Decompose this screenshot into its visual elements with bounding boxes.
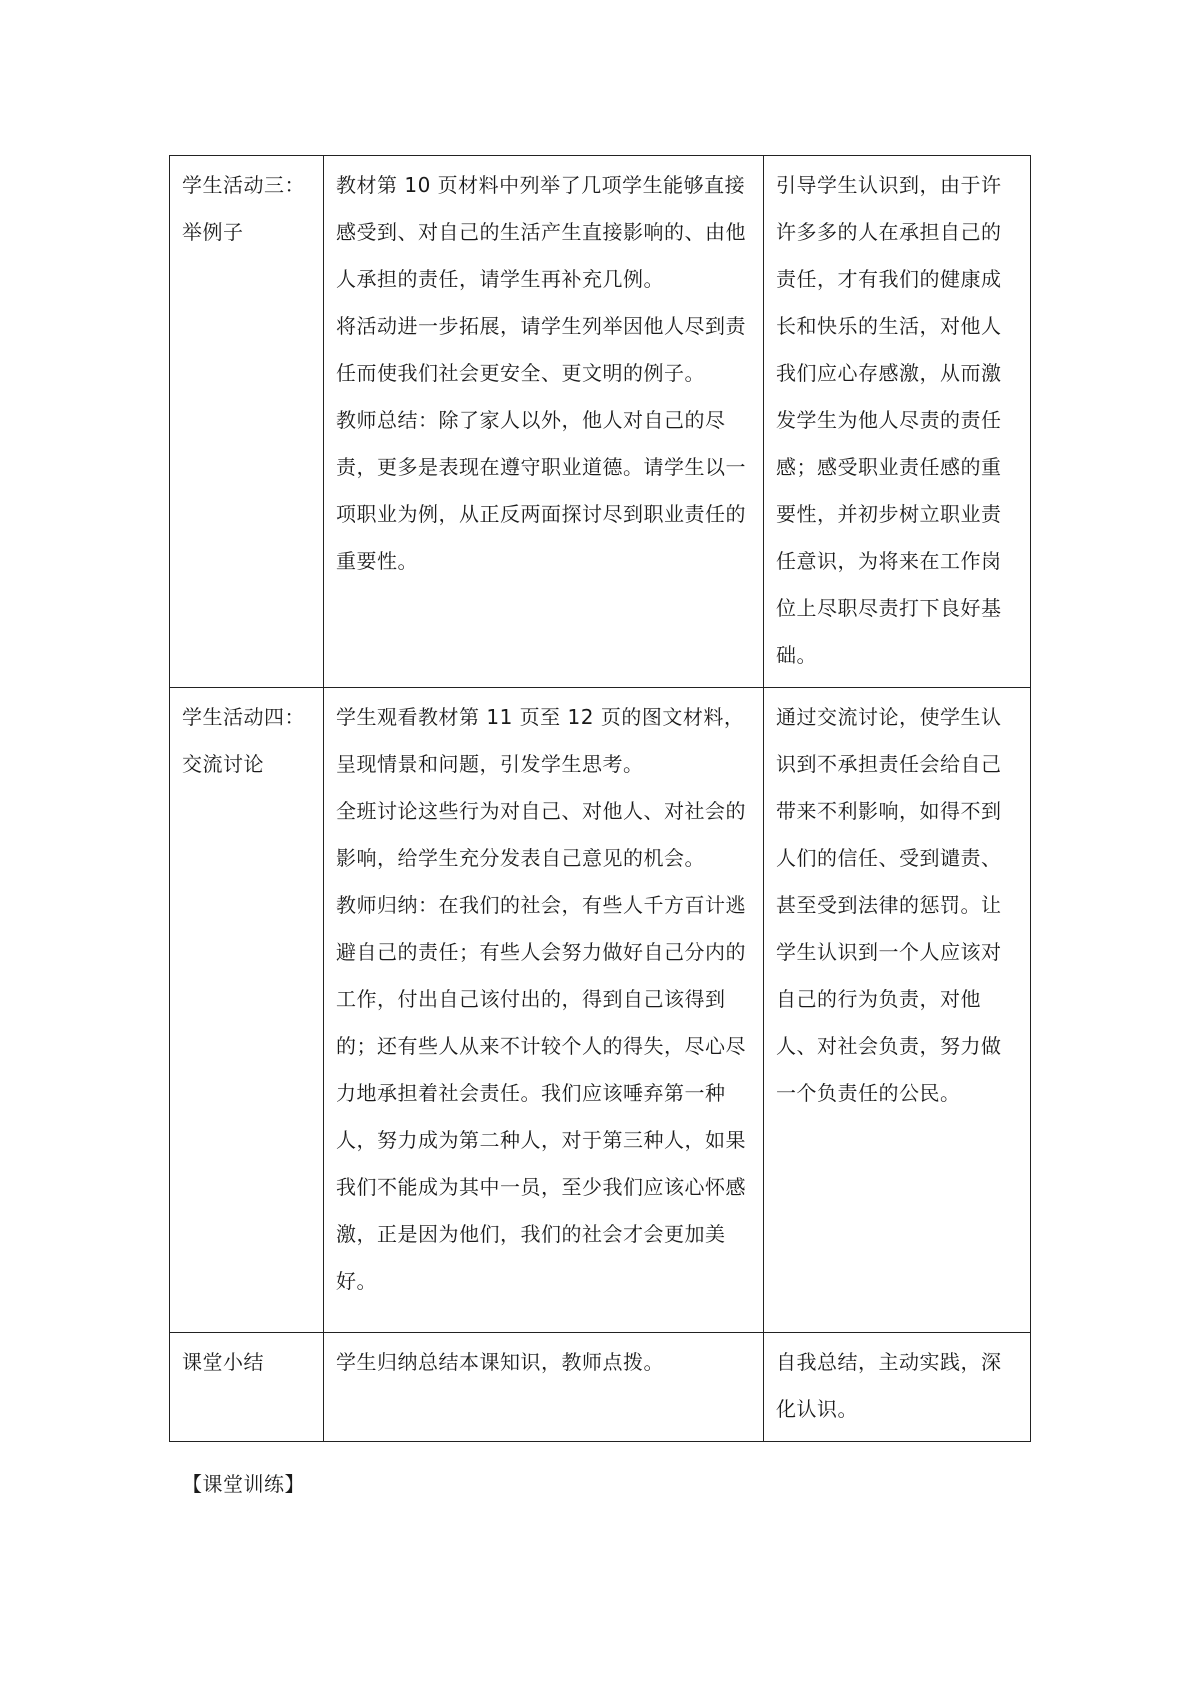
- activity-content-cell: [324, 1333, 764, 1442]
- table-row: [170, 156, 1031, 688]
- activity-paragraph: 将活动进一步拓展，请学生列举因他人尽到责任而使我们社会更安全、更文明的例子。: [336, 314, 746, 385]
- activity-content-cell: [324, 156, 764, 688]
- activity-paragraph: 教师总结：除了家人以外，他人对自己的尽责，更多是表现在遵守职业道德。请学生以一项职业为例，从正反两面探讨尽到职业责任的重要性。: [336, 408, 746, 573]
- lesson-plan-table: [169, 155, 1031, 1442]
- activity-goal: 自我总结，主动实践，深化认识。: [776, 1350, 1002, 1421]
- activity-label-line: 交流讨论: [182, 752, 264, 776]
- activity-goal: 通过交流讨论，使学生认识到不承担责任会给自己带来不利影响，如得不到人们的信任、受到谴责、甚至受到法律的惩罚。让学生认识到一个人应该对自己的行为负责，对他人、对社会负责，努力做一个负责任的公民。: [776, 705, 1002, 1105]
- activity-label-cell: [170, 688, 324, 1333]
- activity-label-line: 学生活动四：: [182, 705, 305, 729]
- activity-label-cell: [170, 1333, 324, 1442]
- activity-label-line: 课堂小结: [182, 1350, 264, 1374]
- activity-goal: 引导学生认识到，由于许许多多的人在承担自己的责任，才有我们的健康成长和快乐的生活，对他人我们应心存感激，从而激发学生为他人尽责的责任感；感受职业责任感的重要性，并初步树立职业责任意识，为将来在工作岗位上尽职尽责打下良好基础。: [776, 173, 1002, 667]
- section-heading: 【课堂训练】: [182, 1472, 305, 1496]
- activity-label-line: 举例子: [182, 220, 244, 244]
- activity-paragraph: 学生观看教材第 11 页至 12 页的图文材料，呈现情景和问题，引发学生思考。: [336, 705, 745, 776]
- activity-label-line: 学生活动三：: [182, 173, 305, 197]
- activity-goal-cell: [764, 156, 1031, 688]
- table-row: [170, 688, 1031, 1333]
- activity-paragraph: 教师归纳：在我们的社会，有些人千方百计逃避自己的责任；有些人会努力做好自己分内的工作，付出自己该付出的，得到自己该得到的；还有些人从来不计较个人的得失，尽心尽力地承担着社会责任。我们应该唾弃第一种人，努力成为第二种人，对于第三种人，如果我们不能成为其中一员，至少我们应该心怀感激，正是因为他们，我们的社会才会更加美好。: [336, 893, 746, 1293]
- table-row: [170, 1333, 1031, 1442]
- activity-label-cell: [170, 156, 324, 688]
- activity-goal-cell: [764, 688, 1031, 1333]
- activity-paragraph: 教材第 10 页材料中列举了几项学生能够直接感受到、对自己的生活产生直接影响的、由他人承担的责任，请学生再补充几例。: [336, 173, 746, 291]
- activity-goal-cell: [764, 1333, 1031, 1442]
- activity-paragraph: 学生归纳总结本课知识，教师点拨。: [336, 1350, 664, 1374]
- activity-paragraph: 全班讨论这些行为对自己、对他人、对社会的影响，给学生充分发表自己意见的机会。: [336, 799, 746, 870]
- activity-content-cell: [324, 688, 764, 1333]
